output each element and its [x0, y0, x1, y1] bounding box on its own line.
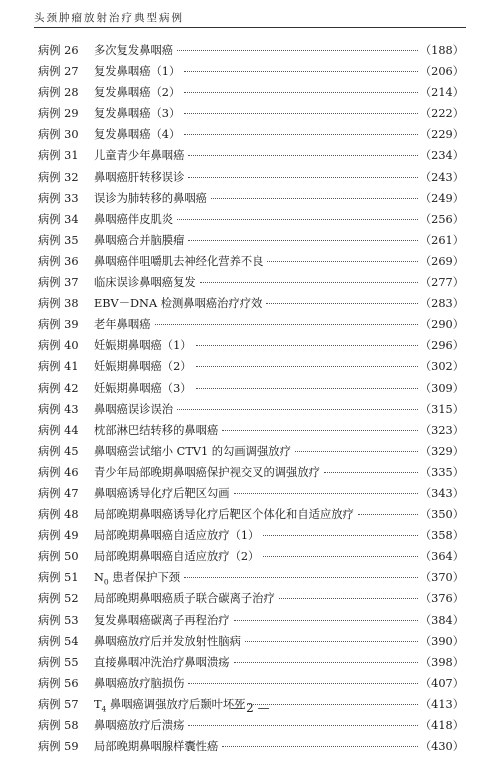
case-number: 病例 52: [38, 592, 79, 606]
case-number: 病例 43: [38, 402, 79, 416]
case-title: EBV－DNA 检测鼻咽癌治疗疗效: [94, 297, 263, 311]
toc-entry: [38, 316, 464, 337]
toc-entry: [38, 169, 464, 190]
toc-entry: [38, 675, 464, 696]
dot-leader: [188, 725, 417, 726]
case-number: 病例 39: [38, 318, 79, 332]
dot-leader: [188, 155, 417, 156]
toc-entry: [38, 569, 464, 590]
case-title: 鼻咽癌诱导化疗后靶区勾画: [94, 486, 230, 500]
case-number: 病例 42: [38, 381, 79, 395]
case-number: 病例 51: [38, 571, 79, 585]
case-title: 儿童青少年鼻咽癌: [94, 149, 185, 163]
case-number: 病例 55: [38, 655, 79, 669]
toc-entry: [38, 232, 464, 253]
page-reference: （261）: [419, 233, 464, 247]
page-reference: （243）: [419, 170, 464, 184]
case-number: 病例 44: [38, 423, 79, 437]
case-title: 鼻咽癌放疗脑损伤: [94, 676, 185, 690]
case-title: 局部晚期鼻咽癌自适应放疗（1）: [94, 529, 260, 543]
dot-leader: [295, 451, 418, 452]
page-reference: （277）: [419, 276, 464, 290]
case-title: 妊娠期鼻咽癌（2）: [94, 360, 192, 374]
page-reference: （430）: [419, 740, 464, 754]
case-number: 病例 33: [38, 191, 79, 205]
case-number: 病例 37: [38, 276, 79, 290]
case-number: 病例 56: [38, 676, 79, 690]
case-title: 妊娠期鼻咽癌（3）: [94, 381, 192, 395]
dot-leader: [279, 598, 418, 599]
case-number: 病例 28: [38, 86, 79, 100]
page-reference: （370）: [419, 571, 464, 585]
case-number: 病例 32: [38, 170, 79, 184]
toc-entry: [38, 654, 464, 675]
dot-leader: [155, 324, 418, 325]
case-number: 病例 30: [38, 128, 79, 142]
toc-entry: [38, 527, 464, 548]
toc-entry: [38, 337, 464, 358]
case-title: 多次复发鼻咽癌: [94, 44, 174, 57]
page-reference: （302）: [419, 360, 464, 374]
dot-leader: [234, 493, 418, 494]
case-number: 病例 29: [38, 107, 79, 121]
dot-leader: [266, 303, 417, 304]
case-number: 病例 38: [38, 297, 79, 311]
toc-entry: [38, 443, 464, 464]
dot-leader: [184, 134, 418, 135]
page-reference: （315）: [419, 402, 464, 416]
toc-entry: [38, 84, 464, 105]
page-reference: （269）: [419, 254, 464, 268]
dot-leader: [245, 641, 418, 642]
toc-entry: [38, 422, 464, 443]
case-number: 病例 27: [38, 65, 79, 79]
page-reference: （335）: [419, 465, 464, 479]
page-reference: （206）: [419, 65, 464, 79]
toc-entry: [38, 717, 464, 738]
page-reference: （350）: [419, 508, 464, 522]
dot-leader: [177, 50, 418, 51]
running-header: 头颈肿瘤放射治疗典型病例: [34, 12, 184, 24]
page-reference: （390）: [419, 634, 464, 648]
toc-entry: [38, 126, 464, 147]
case-title: 误诊为肺转移的鼻咽癌: [94, 191, 207, 205]
case-title: 青少年局部晚期鼻咽癌保护视交叉的调强放疗: [94, 465, 320, 479]
toc-entry: [38, 738, 464, 759]
dot-leader: [196, 345, 418, 346]
page-reference: （343）: [419, 486, 464, 500]
case-title: 老年鼻咽癌: [94, 318, 151, 332]
page-reference: （290）: [419, 318, 464, 332]
page-reference: （222）: [419, 107, 464, 121]
page-reference: （188）: [419, 44, 464, 57]
case-number: 病例 26: [38, 44, 79, 57]
toc-entry: [38, 401, 464, 422]
dot-leader: [358, 514, 418, 515]
case-title: 妊娠期鼻咽癌（1）: [94, 339, 192, 353]
case-title: 复发鼻咽癌（2）: [94, 86, 181, 100]
toc-entry: [38, 464, 464, 485]
dot-leader: [196, 366, 418, 367]
page-reference: （323）: [419, 423, 464, 437]
case-title: 鼻咽癌伴皮肌炎: [94, 212, 174, 226]
toc-entry: [38, 612, 464, 633]
case-number: 病例 40: [38, 339, 79, 353]
case-number: 病例 34: [38, 212, 79, 226]
dot-leader: [177, 219, 418, 220]
toc-entry: [38, 105, 464, 126]
page-reference: （214）: [419, 86, 464, 100]
page-reference: （407）: [419, 676, 464, 690]
page-reference: （376）: [419, 592, 464, 606]
case-title: 鼻咽癌放疗后并发放射性脑病: [94, 634, 241, 648]
case-number: 病例 59: [38, 740, 79, 754]
toc-entry: [38, 147, 464, 168]
page-reference: （358）: [419, 529, 464, 543]
case-title: $N_0$ 患者保护下颈: [94, 571, 181, 587]
case-number: 病例 50: [38, 550, 79, 564]
case-number: 病例 41: [38, 360, 79, 374]
dot-leader: [188, 177, 417, 178]
case-number: 病例 49: [38, 529, 79, 543]
case-title: 鼻咽癌放疗后溃疡: [94, 719, 185, 732]
page-reference: （234）: [419, 149, 464, 163]
case-number: 病例 48: [38, 508, 79, 522]
case-title: 鼻咽癌合并脑膜瘤: [94, 233, 185, 247]
dot-leader: [184, 92, 418, 93]
case-number: 病例 58: [38, 719, 79, 732]
case-title: 复发鼻咽癌碳离子再程治疗: [94, 613, 230, 627]
page-reference: （364）: [419, 550, 464, 564]
page-reference: （229）: [419, 128, 464, 142]
toc-entry: [38, 633, 464, 654]
case-number: 病例 36: [38, 254, 79, 268]
case-number: 病例 54: [38, 634, 79, 648]
toc-entry: [38, 211, 464, 232]
case-title: 局部晚期鼻咽癌自适应放疗（2）: [94, 550, 260, 564]
case-number: 病例 53: [38, 613, 79, 627]
page-reference: （413）: [419, 697, 464, 711]
dot-leader: [263, 556, 417, 557]
dot-leader: [222, 430, 418, 431]
dot-leader: [188, 240, 417, 241]
toc-entry: [38, 358, 464, 379]
toc-entry: [38, 274, 464, 295]
case-number: 病例 46: [38, 465, 79, 479]
page-number: — 2 —: [230, 701, 270, 715]
toc-entry: [38, 190, 464, 211]
case-title: 复发鼻咽癌（4）: [94, 128, 181, 142]
dot-leader: [267, 261, 417, 262]
page-reference: （249）: [419, 191, 464, 205]
toc-entry: [38, 253, 464, 274]
dot-leader: [188, 683, 417, 684]
case-title: 复发鼻咽癌（3）: [94, 107, 181, 121]
page-reference: （283）: [419, 297, 464, 311]
page-reference: （418）: [419, 719, 464, 732]
header-rule: [34, 27, 466, 28]
dot-leader: [184, 71, 418, 72]
toc-entry: [38, 506, 464, 527]
page-reference: （256）: [419, 212, 464, 226]
dot-leader: [263, 535, 417, 536]
case-title: 鼻咽癌伴咀嚼肌去神经化营养不良: [94, 254, 264, 268]
table-of-contents: [38, 42, 464, 759]
toc-entry: [38, 63, 464, 84]
case-number: 病例 57: [38, 697, 79, 711]
case-title: 局部晚期鼻咽腺样囊性癌: [94, 740, 219, 754]
toc-entry: [38, 590, 464, 611]
case-number: 病例 45: [38, 444, 79, 458]
case-title: 直接鼻咽冲洗治疗鼻咽溃疡: [94, 655, 230, 669]
page-reference: （309）: [419, 381, 464, 395]
dot-leader: [324, 472, 418, 473]
case-number: 病例 31: [38, 149, 79, 163]
page-reference: （398）: [419, 655, 464, 669]
toc-entry: [38, 42, 464, 63]
case-title: 鼻咽癌尝试缩小 CTV1 的勾画调强放疗: [94, 444, 291, 458]
dot-leader: [177, 409, 418, 410]
dot-leader: [222, 746, 418, 747]
case-title: 复发鼻咽癌（1）: [94, 65, 181, 79]
page-reference: （296）: [419, 339, 464, 353]
dot-leader: [211, 198, 418, 199]
dot-leader: [234, 662, 418, 663]
page-reference: （329）: [419, 444, 464, 458]
toc-entry: [38, 380, 464, 401]
toc-entry: [38, 295, 464, 316]
case-number: 病例 35: [38, 233, 79, 247]
toc-entry: [38, 548, 464, 569]
case-number: 病例 47: [38, 486, 79, 500]
dot-leader: [184, 113, 418, 114]
dot-leader: [184, 577, 418, 578]
case-title: 局部晚期鼻咽癌质子联合碳离子治疗: [94, 592, 275, 606]
case-title: 鼻咽癌肝转移误诊: [94, 170, 185, 184]
case-title: 枕部淋巴结转移的鼻咽癌: [94, 423, 219, 437]
case-title: 临床误诊鼻咽癌复发: [94, 276, 196, 290]
dot-leader: [200, 282, 418, 283]
case-title: 局部晚期鼻咽癌诱导化疗后靶区个体化和自适应放疗: [94, 508, 354, 522]
case-title: 鼻咽癌误诊误治: [94, 402, 174, 416]
dot-leader: [196, 388, 418, 389]
page-reference: （384）: [419, 613, 464, 627]
toc-entry: [38, 485, 464, 506]
case-title: $T_4$ 鼻咽癌调强放疗后颞叶坏死: [94, 697, 246, 714]
dot-leader: [234, 620, 418, 621]
